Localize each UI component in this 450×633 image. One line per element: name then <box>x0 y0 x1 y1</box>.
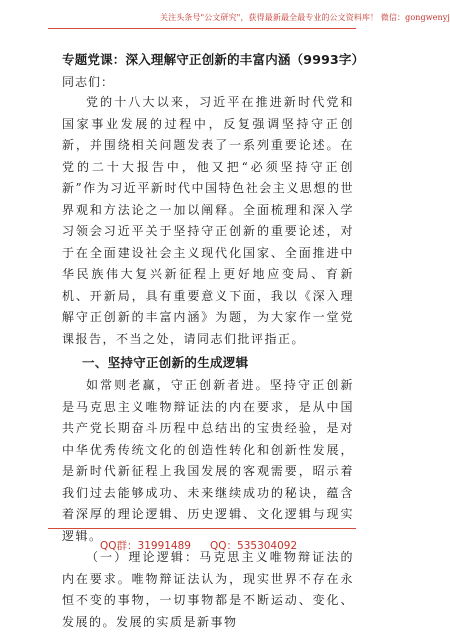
page-footer <box>0 528 408 558</box>
intro-section <box>62 92 354 350</box>
header-divider <box>48 28 356 29</box>
paragraph: 党的十八大以来，习近平在推进新时代党和国家事业发展的过程中，反复强调坚持守正创新，并围绕相关问题发表了一系列重要论述。在党的二十大报告中，他又把“必须坚持守正创新”作为习近平新时代中国特色社会主义思想的世界观和方法论之一加以阐释。全面梳理和深入学习领会习近平关于坚持守正创新的重要论述，对于在全面建设社会主义现代化国家、全面推进中华民族伟大复兴新征程上更好地应变局、育新机、开新局，具有重要意义下面，我以《深入理解守正创新的丰富内涵》为题，为大家作一堂党课报告，不当之处，请同志们批评指正。 <box>62 95 354 346</box>
footer-divider <box>48 528 356 529</box>
document-title: 专题党课：深入理解守正创新的丰富内涵（9993字） <box>62 52 365 67</box>
section-heading: 一、坚持守正创新的生成逻辑 <box>82 355 249 370</box>
page-header <box>0 0 450 42</box>
salutation: 同志们： <box>62 75 115 89</box>
section-body <box>62 375 354 633</box>
paragraph: 如常则老赢，守正创新者进。坚持守正创新是马克思主义唯物辩证法的内在要求，是从中国共产党长期奋斗历程中总结出的宝贵经验，是对中华优秀传统文化的创造性转化和创新性发展，是新时代新征程上我国发展的客观需要，昭示着我们过去能够成功、未来继续成功的秘诀，蕴含着深厚的理论逻辑、历史逻辑、文化逻辑与现实逻辑。 <box>62 378 354 543</box>
footer-qq-group: QQ群：31991489 <box>100 540 191 552</box>
footer-qq-contact: QQ：535304092 <box>210 540 298 552</box>
paragraph: （一）理论逻辑：马克思主义唯物辩证法的内在要求。唯物辩证法认为，现实世界不存在永恒不变的事物，一切事物都是不断运动、变化、发展的。发展的实质是新事物 <box>62 550 354 629</box>
header-notice: 关注头条号"公文研究"，获得最新最全最专业的公文资料库！ 微信：gongwenyj <box>160 13 450 22</box>
